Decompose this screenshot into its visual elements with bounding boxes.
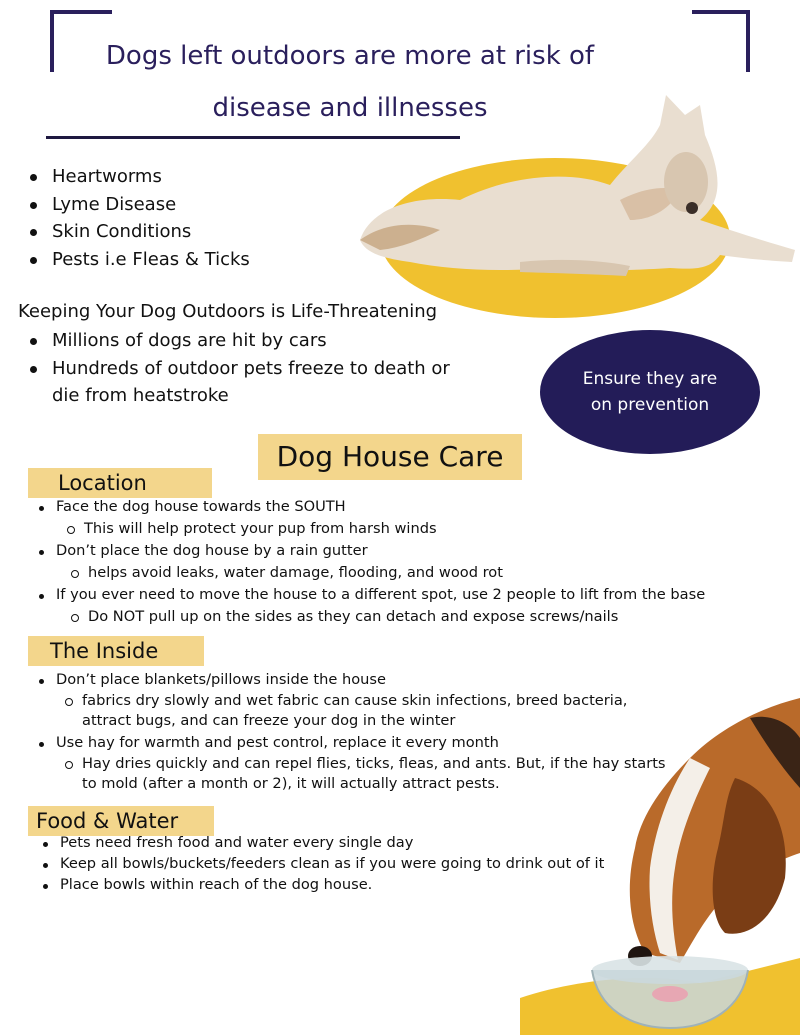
list-item: attract bugs, and can freeze your dog in the winter (82, 712, 456, 729)
list-item: Hundreds of outdoor pets freeze to death or die from heatstroke (18, 355, 518, 410)
list-item: This will help protect your pup from harsh winds (84, 520, 437, 537)
list-item: Pests i.e Fleas & Ticks (18, 246, 348, 274)
list-item: Don’t place the dog house by a rain gutter (56, 542, 368, 559)
list-item: Keep all bowls/buckets/feeders clean as if you were going to drink out of it (60, 855, 605, 872)
dog-house-care-title: Dog House Care (258, 434, 522, 480)
list-item: If you ever need to move the house to a different spot, use 2 people to lift from the base (56, 586, 706, 603)
list-item: Skin Conditions (18, 218, 348, 246)
list-item: Pets need fresh food and water every single day (60, 834, 414, 851)
list-item: to mold (after a month or 2), it will actually attract pests. (82, 775, 500, 792)
list-item: Face the dog house towards the SOUTH (56, 498, 346, 515)
list-item: Hay dries quickly and can repel flies, ticks, fleas, and ants. But, if the hay starts (82, 755, 666, 772)
location-heading: Location (28, 468, 212, 498)
page-title: Dogs left outdoors are more at risk of disease and illnesses (105, 41, 595, 123)
list-item: Do NOT pull up on the sides as they can detach and expose screws/nails (88, 608, 619, 625)
threat-list (18, 327, 518, 410)
threat-heading: Keeping Your Dog Outdoors is Life-Threatening (18, 301, 438, 322)
corner-bracket-right (692, 10, 750, 72)
inside-heading: The Inside (28, 636, 204, 666)
lying-dog-image (340, 90, 800, 305)
list-item: Millions of dogs are hit by cars (18, 327, 518, 355)
list-item: Lyme Disease (18, 191, 348, 219)
list-item: Heartworms (18, 163, 348, 191)
list-item: Place bowls within reach of the dog house. (60, 876, 373, 893)
food-water-heading: Food & Water (28, 806, 214, 836)
disease-list (18, 163, 348, 273)
list-item: Don’t place blankets/pillows inside the house (56, 671, 386, 688)
list-item: fabrics dry slowly and wet fabric can cause skin infections, breed bacteria, (82, 692, 628, 709)
list-item: helps avoid leaks, water damage, flooding, and wood rot (88, 564, 503, 581)
prevention-callout: Ensure they are on prevention (540, 330, 760, 454)
list-item: Use hay for warmth and pest control, replace it every month (56, 734, 499, 751)
